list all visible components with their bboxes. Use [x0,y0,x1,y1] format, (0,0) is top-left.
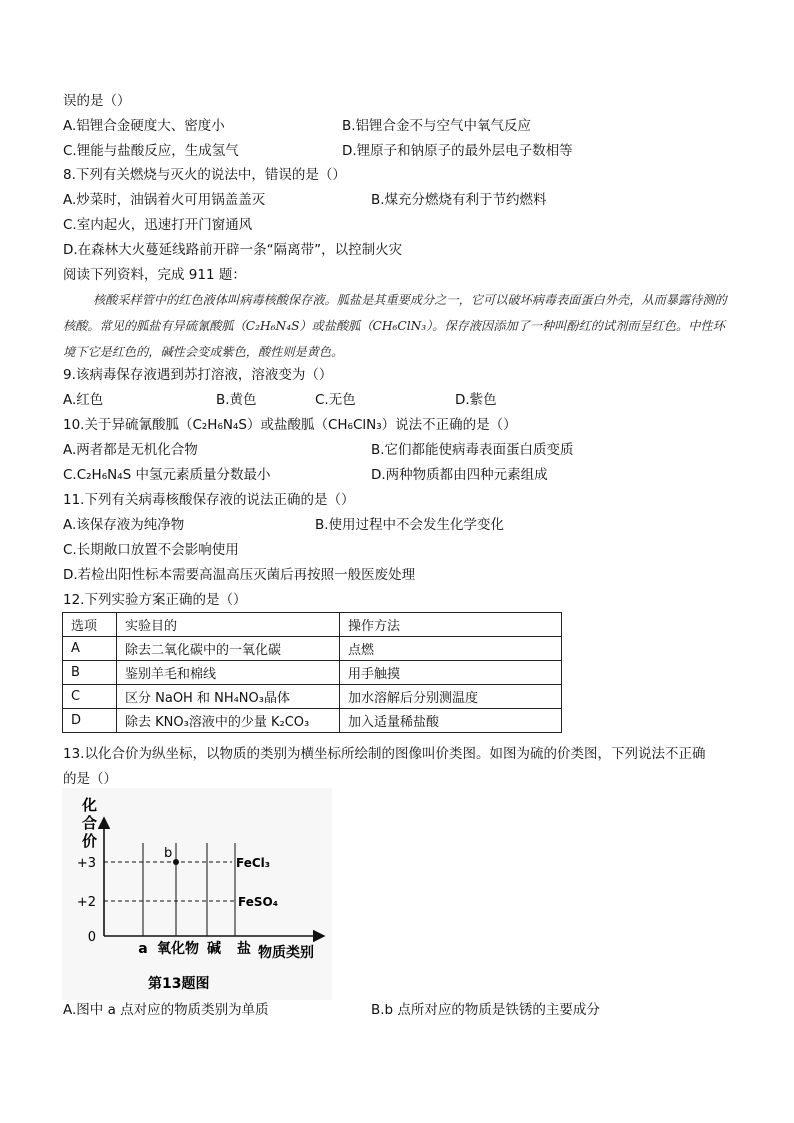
point-b [173,859,179,865]
x-axis-label: 物质类别 [258,945,314,961]
table-header-cell: 操作方法 [340,613,562,637]
q13-option-a: A.图中 a 点对应的物质类别为单质 [63,1002,269,1018]
table-cell: D [63,709,117,733]
figure-caption: 第13题图 [148,976,210,992]
q13-stem-line1: 13.以化合价为纵坐标，以物质的类别为横坐标所绘制的图像叫价类图。如图为硫的价类图，下列说法不正确 [63,746,706,762]
q10-option-b: B.它们都能使病毒表面蛋白质变质 [371,442,574,458]
table-row [63,661,562,685]
table-header-cell: 实验目的 [117,613,340,637]
table-cell: C [63,685,117,709]
table-header-cell: 选项 [63,613,117,637]
feso4-label: FeSO₄ [238,895,278,909]
q8-stem: 8.下列有关燃烧与灭火的说法中，错误的是（） [63,167,346,183]
q12-table [62,612,562,733]
q11-option-c: C.长期敞口放置不会影响使用 [63,542,239,558]
q7-option-b: B.铝锂合金不与空气中氧气反应 [342,118,532,134]
y-axis-label-char: 化 [82,796,98,814]
table-row [63,709,562,733]
reading-intro: 阅读下列资料，完成 911 题： [63,267,246,283]
q11-option-d: D.若检出阳性标本需要高温高压灭菌后再按照一般医废处理 [63,567,416,583]
q9-stem: 9.该病毒保存液遇到苏打溶液，溶液变为（） [63,367,333,383]
reading-passage: 核酸采样管中的红色液体叫病毒核酸保存液。胍盐是其重要成分之一，它可以破坏病毒表面蛋白外壳，从而暴露待测的核酸。常见的胍盐有异硫氰酸胍（C₂H₆N₄S）或盐酸胍（CH₆ClN₃）。保存液因添加了一种叫酚红的试剂而呈红色。中性环境下它是红色的，碱性会变成紫色，酸性则是黄色。 [63,293,727,359]
y-tick-label: +2 [76,895,96,910]
q10-stem: 10.关于异硫氰酸胍（C₂H₆N₄S）或盐酸胍（CH₆ClN₃）说法不正确的是（） [63,417,517,433]
table-cell: 加入适量稀盐酸 [340,709,562,733]
table-row [63,685,562,709]
q9-option-c: C.无色 [315,392,356,408]
q8-option-d: D.在森林大火蔓延线路前开辟一条“隔离带”，以控制火灾 [63,242,403,258]
q8-option-c: C.室内起火，迅速打开门窗通风 [63,217,253,233]
q10-option-c: C.C₂H₆N₄S 中氢元素质量分数最小 [63,467,271,483]
q11-option-b: B.使用过程中不会发生化学变化 [315,517,505,533]
y-axis-label-char: 合 [82,814,98,832]
table-cell: 用手触摸 [340,661,562,685]
q8-option-a: A.炒菜时，油锅着火可用锅盖盖灭 [63,192,266,208]
table-cell: 点燃 [340,637,562,661]
q8-option-b: B.煤充分燃烧有利于节约燃料 [371,192,547,208]
table-cell: 除去 KNO₃溶液中的少量 K₂CO₃ [117,709,340,733]
q7-stem-tail: 误的是（） [63,93,131,109]
q10-option-a: A.两者都是无机化合物 [63,442,198,458]
table-cell: B [63,661,117,685]
table-cell: 除去二氧化碳中的一氧化碳 [117,637,340,661]
q11-option-a: A.该保存液为纯净物 [63,517,185,533]
table-cell: 鉴别羊毛和棉线 [117,661,340,685]
q7-option-d: D.锂原子和钠原子的最外层电子数相等 [342,143,573,159]
fecl3-label: FeCl₃ [236,856,271,870]
q10-option-d: D.两种物质都由四种元素组成 [371,467,548,483]
point-b-label: b [164,846,173,861]
y-tick-label: +3 [76,856,96,871]
x-category-label: 盐 [237,941,251,957]
x-category-label: 碱 [207,941,221,957]
x-category-label: 氧化物 [157,941,199,957]
q11-stem: 11.下列有关病毒核酸保存液的说法正确的是（） [63,492,355,508]
table-cell: 加水溶解后分别测温度 [340,685,562,709]
y-axis-label-char: 价 [82,832,98,850]
q9-option-d: D.紫色 [455,392,497,408]
q7-option-c: C.锂能与盐酸反应，生成氢气 [63,143,239,159]
x-category-label: a [138,941,148,957]
q13-stem-line2: 的是（） [63,771,117,787]
table-cell: A [63,637,117,661]
table-header-row [63,613,562,637]
valence-class-figure [62,788,332,1000]
q13-option-b: B.b 点所对应的物质是铁锈的主要成分 [371,1002,600,1018]
q7-option-a: A.铝锂合金硬度大、密度小 [63,118,225,134]
q9-option-b: B.黄色 [216,392,257,408]
table-cell: 区分 NaOH 和 NH₄NO₃晶体 [117,685,340,709]
q12-stem: 12.下列实验方案正确的是（） [63,592,247,608]
q9-option-a: A.红色 [63,392,104,408]
table-row [63,637,562,661]
y-tick-label: 0 [87,930,96,945]
